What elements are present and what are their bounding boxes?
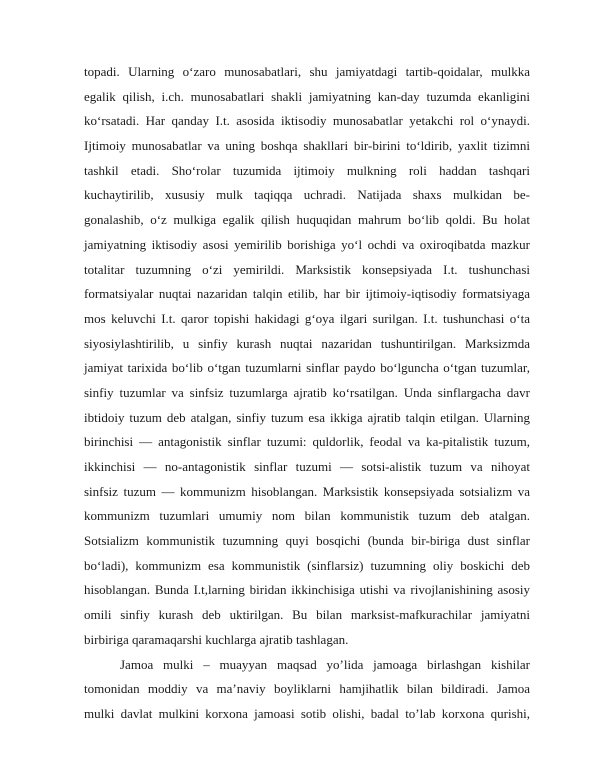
text-line: Ijtimoiy munosabatlar va uning boshqa shakllari bir-birini to‘ldirib, yaxlit tizimni [84,138,530,154]
text-line: mulki davlat mulkini korxona jamoasi sotib olishi, badal to’lab korxona qurishi, [84,705,530,721]
text-line: tashkil etadi. Sho‘rolar tuzumida ijtimoiy mulkning roli haddan tashqari [84,162,530,178]
text-line: ko‘rsatadi. Har qanday I.t. asosida iktisodiy munosabatlar yetakchi rol o‘ynaydi. [84,113,530,129]
text-line: ibtidoiy tuzum deb atalgan, sinfiy tuzum esa ikkiga ajratib talqin etilgan. Ularning [84,409,530,425]
text-line: tomonidan moddiy va ma’naviy boyliklarni hamjihatlik bilan bildiradi. Jamoa [84,681,530,697]
text-line: jamiyatning iktisodiy asosi yemirilib borishiga yo‘l ochdi va oxiroqibatda mazkur [84,236,530,252]
text-line: bo‘ladi), kommunizm esa kommunistik (sinflarsiz) tuzumning oliy boskichi deb [84,557,530,573]
text-line: omili sinfiy kurash deb uktirilgan. Bu bilan marksist-mafkurachilar jamiyatni [84,607,530,623]
paragraph-1 [84,60,530,653]
text-line: totalitar tuzumning o‘zi yemirildi. Marksistik konsepsiyada I.t. tushunchasi [84,261,530,277]
text-line: jamiyat tarixida bo‘lib o‘tgan tuzumlarni sinflar paydo bo‘lguncha o‘tgan tuzumlar, [84,360,530,376]
text-line: sinfsiz tuzum — kommunizm hisoblangan. Marksistik konsepsiyada sotsializm va [84,483,530,499]
text-line: ikkinchisi — no-antagonistik sinflar tuzumi — sotsi-alistik tuzum va nihoyat [84,459,530,474]
text-line: Jamoa mulki – muayyan maqsad yo’lida jamoaga birlashgan kishilar [120,656,530,672]
text-line: siyosiylashtirilib, u sinfiy kurash nuqtai nazaridan tushuntirilgan. Marksizmda [84,335,530,351]
text-line: Sotsializm kommunistik tuzumning quyi bosqichi (bunda bir-biriga dust sinflar [84,533,530,549]
text-line: topadi. Ularning o‘zaro munosabatlari, shu jamiyatdagi tartib-qoidalar, mulkka [84,64,530,79]
text-line: hisoblangan. Bunda I.t,larning biridan ikkinchisiga utishi va rivojlanishining asosiy [84,582,530,598]
text-line: egalik qilish, i.ch. munosabatlari shakli jamiyatning kan-day tuzumda ekanligini [84,88,530,104]
text-line: kommunizm tuzumlari umumiy nom bilan kommunistik tuzum deb atalgan. [84,508,530,524]
paragraph-2 [84,653,530,727]
text-line: formatsiyalar nuqtai nazaridan talqin etilib, har bir ijtimoiy-iqtisodiy formatsiyaga [84,286,530,302]
text-line: mos keluvchi I.t. qaror topishi hakidagi g‘oya ilgari surilgan. I.t. tushunchasi o‘ta [84,310,530,326]
text-line: birinchisi — antagonistik sinflar tuzumi: quldorlik, feodal va ka-pitalistik tuzum, [84,434,530,450]
text-line: birbiriga qaramaqarshi kuchlarga ajratib tashlagan. [84,631,349,647]
text-line: sinfiy tuzumlar va sinfsiz tuzumlarga ajratib ko‘rsatilgan. Unda sinflargacha davr [84,384,530,400]
document-page [84,60,530,727]
text-line: kuchaytirilib, xususiy mulk taqiqqa uchradi. Natijada shaxs mulkidan be- [84,187,530,203]
text-line: gonalashib, o‘z mulkiga egalik qilish huquqidan mahrum bo‘lib qoldi. Bu holat [84,212,530,228]
